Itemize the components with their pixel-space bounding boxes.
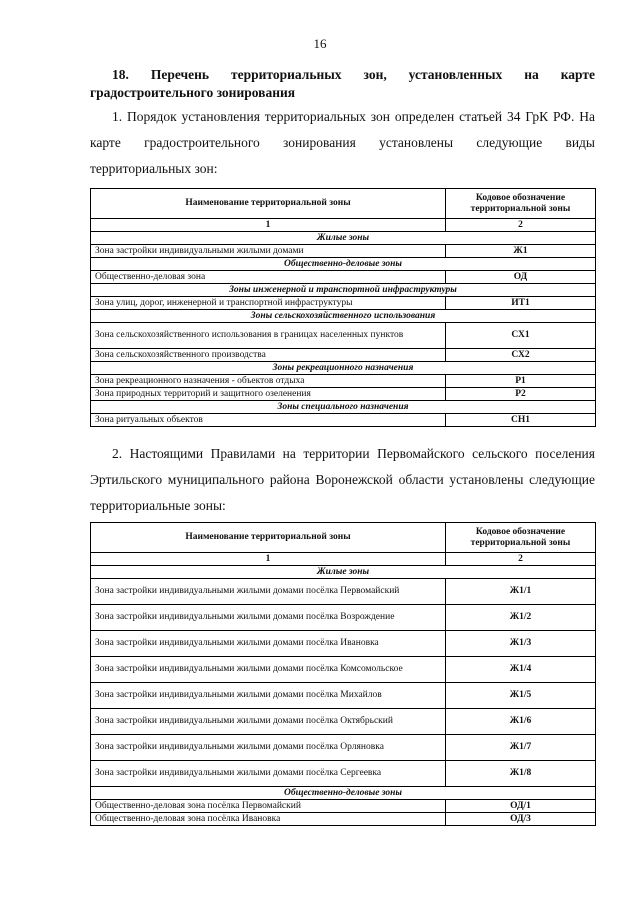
zone-group-title: Общественно-деловые зоны [91, 787, 596, 800]
column-number-2: 2 [446, 553, 596, 566]
zone-name-cell: Зона застройки индивидуальными жилыми домами посёлка Возрождение [91, 605, 446, 631]
zone-name-cell: Общественно-деловая зона посёлка Ивановка [91, 813, 446, 826]
zone-code-cell: Ж1/1 [446, 579, 596, 605]
section-heading: 18. Перечень территориальных зон, установленных на карте градостроительного зонирования [90, 67, 595, 100]
table-row [91, 388, 596, 401]
column-number-2: 2 [446, 219, 596, 232]
zone-group-row [91, 401, 596, 414]
column-number-1: 1 [91, 219, 446, 232]
zone-code-cell: Р2 [446, 388, 596, 401]
zone-name-cell: Зона природных территорий и защитного озеленения [91, 388, 446, 401]
table-row [91, 349, 596, 362]
zone-code-cell: Ж1/5 [446, 683, 596, 709]
zone-name-cell: Зона сельскохозяйственного использования в границах населенных пунктов [91, 323, 446, 349]
zone-name-cell: Зона ритуальных объектов [91, 414, 446, 427]
page-number: 16 [313, 36, 327, 51]
zone-code-cell: СХ1 [446, 323, 596, 349]
zone-name-cell: Зона застройки индивидуальными жилыми домами [91, 245, 446, 258]
table-row [91, 297, 596, 310]
zone-group-title: Зоны инженерной и транспортной инфраструктуры [91, 284, 596, 297]
zone-code-cell: Ж1/3 [446, 631, 596, 657]
zone-group-row [91, 284, 596, 297]
zone-name-cell: Зона рекреационного назначения - объектов отдыха [91, 375, 446, 388]
table-header-row [91, 523, 596, 553]
table-row [91, 683, 596, 709]
zones-table-2 [90, 522, 596, 826]
zone-name-cell: Общественно-деловая зона [91, 271, 446, 284]
zone-code-cell: СН1 [446, 414, 596, 427]
header-zone-name: Наименование территориальной зоны [91, 189, 446, 219]
header-zone-name: Наименование территориальной зоны [91, 523, 446, 553]
zone-name-cell: Зона застройки индивидуальными жилыми домами посёлка Сергеевка [91, 761, 446, 787]
table-row [91, 813, 596, 826]
table-row [91, 271, 596, 284]
column-number-1: 1 [91, 553, 446, 566]
zone-name-cell: Зона застройки индивидуальными жилыми домами посёлка Комсомольское [91, 657, 446, 683]
zone-code-cell: Ж1/8 [446, 761, 596, 787]
zone-name-cell: Зона застройки индивидуальными жилыми домами посёлка Ивановка [91, 631, 446, 657]
table-row [91, 631, 596, 657]
zone-name-cell: Зона застройки индивидуальными жилыми домами посёлка Михайлов [91, 683, 446, 709]
zone-name-cell: Зона застройки индивидуальными жилыми домами посёлка Орляновка [91, 735, 446, 761]
header-zone-code: Кодовое обозначение территориальной зоны [446, 523, 596, 553]
paragraph-1: 1. Порядок установления территориальных зон определен статьей 34 ГрК РФ. На карте градостроительного зонирования установлены следующие виды территориальных зон: [90, 109, 595, 176]
table-row [91, 800, 596, 813]
table-row [91, 375, 596, 388]
zone-group-title: Зоны специального назначения [91, 401, 596, 414]
zone-code-cell: ИТ1 [446, 297, 596, 310]
table-row [91, 414, 596, 427]
table-row [91, 761, 596, 787]
zone-group-row [91, 232, 596, 245]
zone-group-row [91, 310, 596, 323]
zone-code-cell: Ж1/7 [446, 735, 596, 761]
zone-name-cell: Зона сельскохозяйственного производства [91, 349, 446, 362]
zone-code-cell: Ж1 [446, 245, 596, 258]
table-row [91, 323, 596, 349]
zone-code-cell: ОД/3 [446, 813, 596, 826]
table-row [91, 709, 596, 735]
table-row [91, 245, 596, 258]
zone-group-title: Зоны рекреационного назначения [91, 362, 596, 375]
table-row [91, 657, 596, 683]
zone-group-title: Зоны сельскохозяйственного использования [91, 310, 596, 323]
zone-code-cell: ОД/1 [446, 800, 596, 813]
table-row [91, 605, 596, 631]
zone-group-row [91, 566, 596, 579]
zone-group-title: Общественно-деловые зоны [91, 258, 596, 271]
zones-table-1 [90, 188, 596, 427]
column-number-row [91, 553, 596, 566]
zone-name-cell: Зона застройки индивидуальными жилыми домами посёлка Первомайский [91, 579, 446, 605]
zone-group-row [91, 258, 596, 271]
zone-group-row [91, 787, 596, 800]
zone-code-cell: СХ2 [446, 349, 596, 362]
zone-code-cell: Ж1/2 [446, 605, 596, 631]
header-zone-code: Кодовое обозначение территориальной зоны [446, 189, 596, 219]
zone-group-title: Жилые зоны [91, 232, 596, 245]
zone-code-cell: Ж1/4 [446, 657, 596, 683]
zone-code-cell: ОД [446, 271, 596, 284]
column-number-row [91, 219, 596, 232]
zone-name-cell: Зона улиц, дорог, инженерной и транспортной инфраструктуры [91, 297, 446, 310]
zone-name-cell: Зона застройки индивидуальными жилыми домами посёлка Октябрьский [91, 709, 446, 735]
table-row [91, 735, 596, 761]
zone-group-row [91, 362, 596, 375]
paragraph-2: 2. Настоящими Правилами на территории Первомайского сельского поселения Эртильского муниципального района Воронежской области установлены следующие территориальные зоны: [90, 446, 595, 513]
zone-code-cell: Р1 [446, 375, 596, 388]
zone-name-cell: Общественно-деловая зона посёлка Первомайский [91, 800, 446, 813]
zone-group-title: Жилые зоны [91, 566, 596, 579]
table-row [91, 579, 596, 605]
table-header-row [91, 189, 596, 219]
zone-code-cell: Ж1/6 [446, 709, 596, 735]
